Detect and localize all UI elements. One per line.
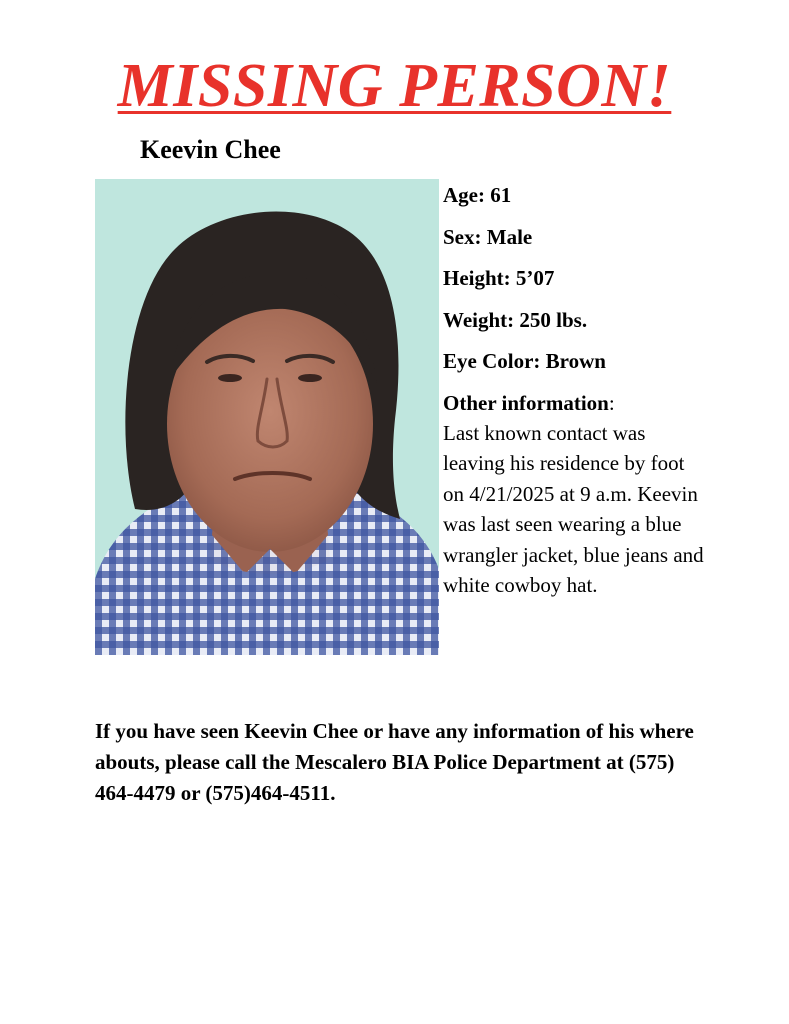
height-field: Height: 5’07 bbox=[443, 266, 555, 290]
sex-field: Sex: Male bbox=[443, 224, 533, 249]
other-information-text: Last known contact was leaving his residence by foot on 4/21/2025 at 9 a.m. Keevin was last seen wearing a blue wrangler jacket, blue jeans and white cowboy hat. bbox=[443, 420, 704, 597]
other-information-heading bbox=[443, 388, 713, 418]
person-details bbox=[443, 180, 713, 601]
right-eye bbox=[298, 374, 322, 382]
other-information-colon: : bbox=[608, 390, 615, 415]
eye-color-field: Eye Color: Brown bbox=[443, 349, 606, 373]
weight-field: Weight: 250 lbs. bbox=[443, 307, 588, 332]
left-eye bbox=[218, 374, 242, 382]
headline: MISSING PERSON! bbox=[117, 52, 672, 120]
person-photo bbox=[95, 179, 439, 655]
age-field: Age: 61 bbox=[443, 183, 512, 207]
contact-instructions: If you have seen Keevin Chee or have any information of his where abouts, please call the Mescalero BIA Police Department at (575) 464-4479 or (575)464-4511. bbox=[95, 719, 694, 805]
person-name: Keevin Chee bbox=[140, 135, 281, 164]
other-information-label: Other information bbox=[443, 390, 609, 415]
portrait-illustration bbox=[95, 179, 439, 655]
